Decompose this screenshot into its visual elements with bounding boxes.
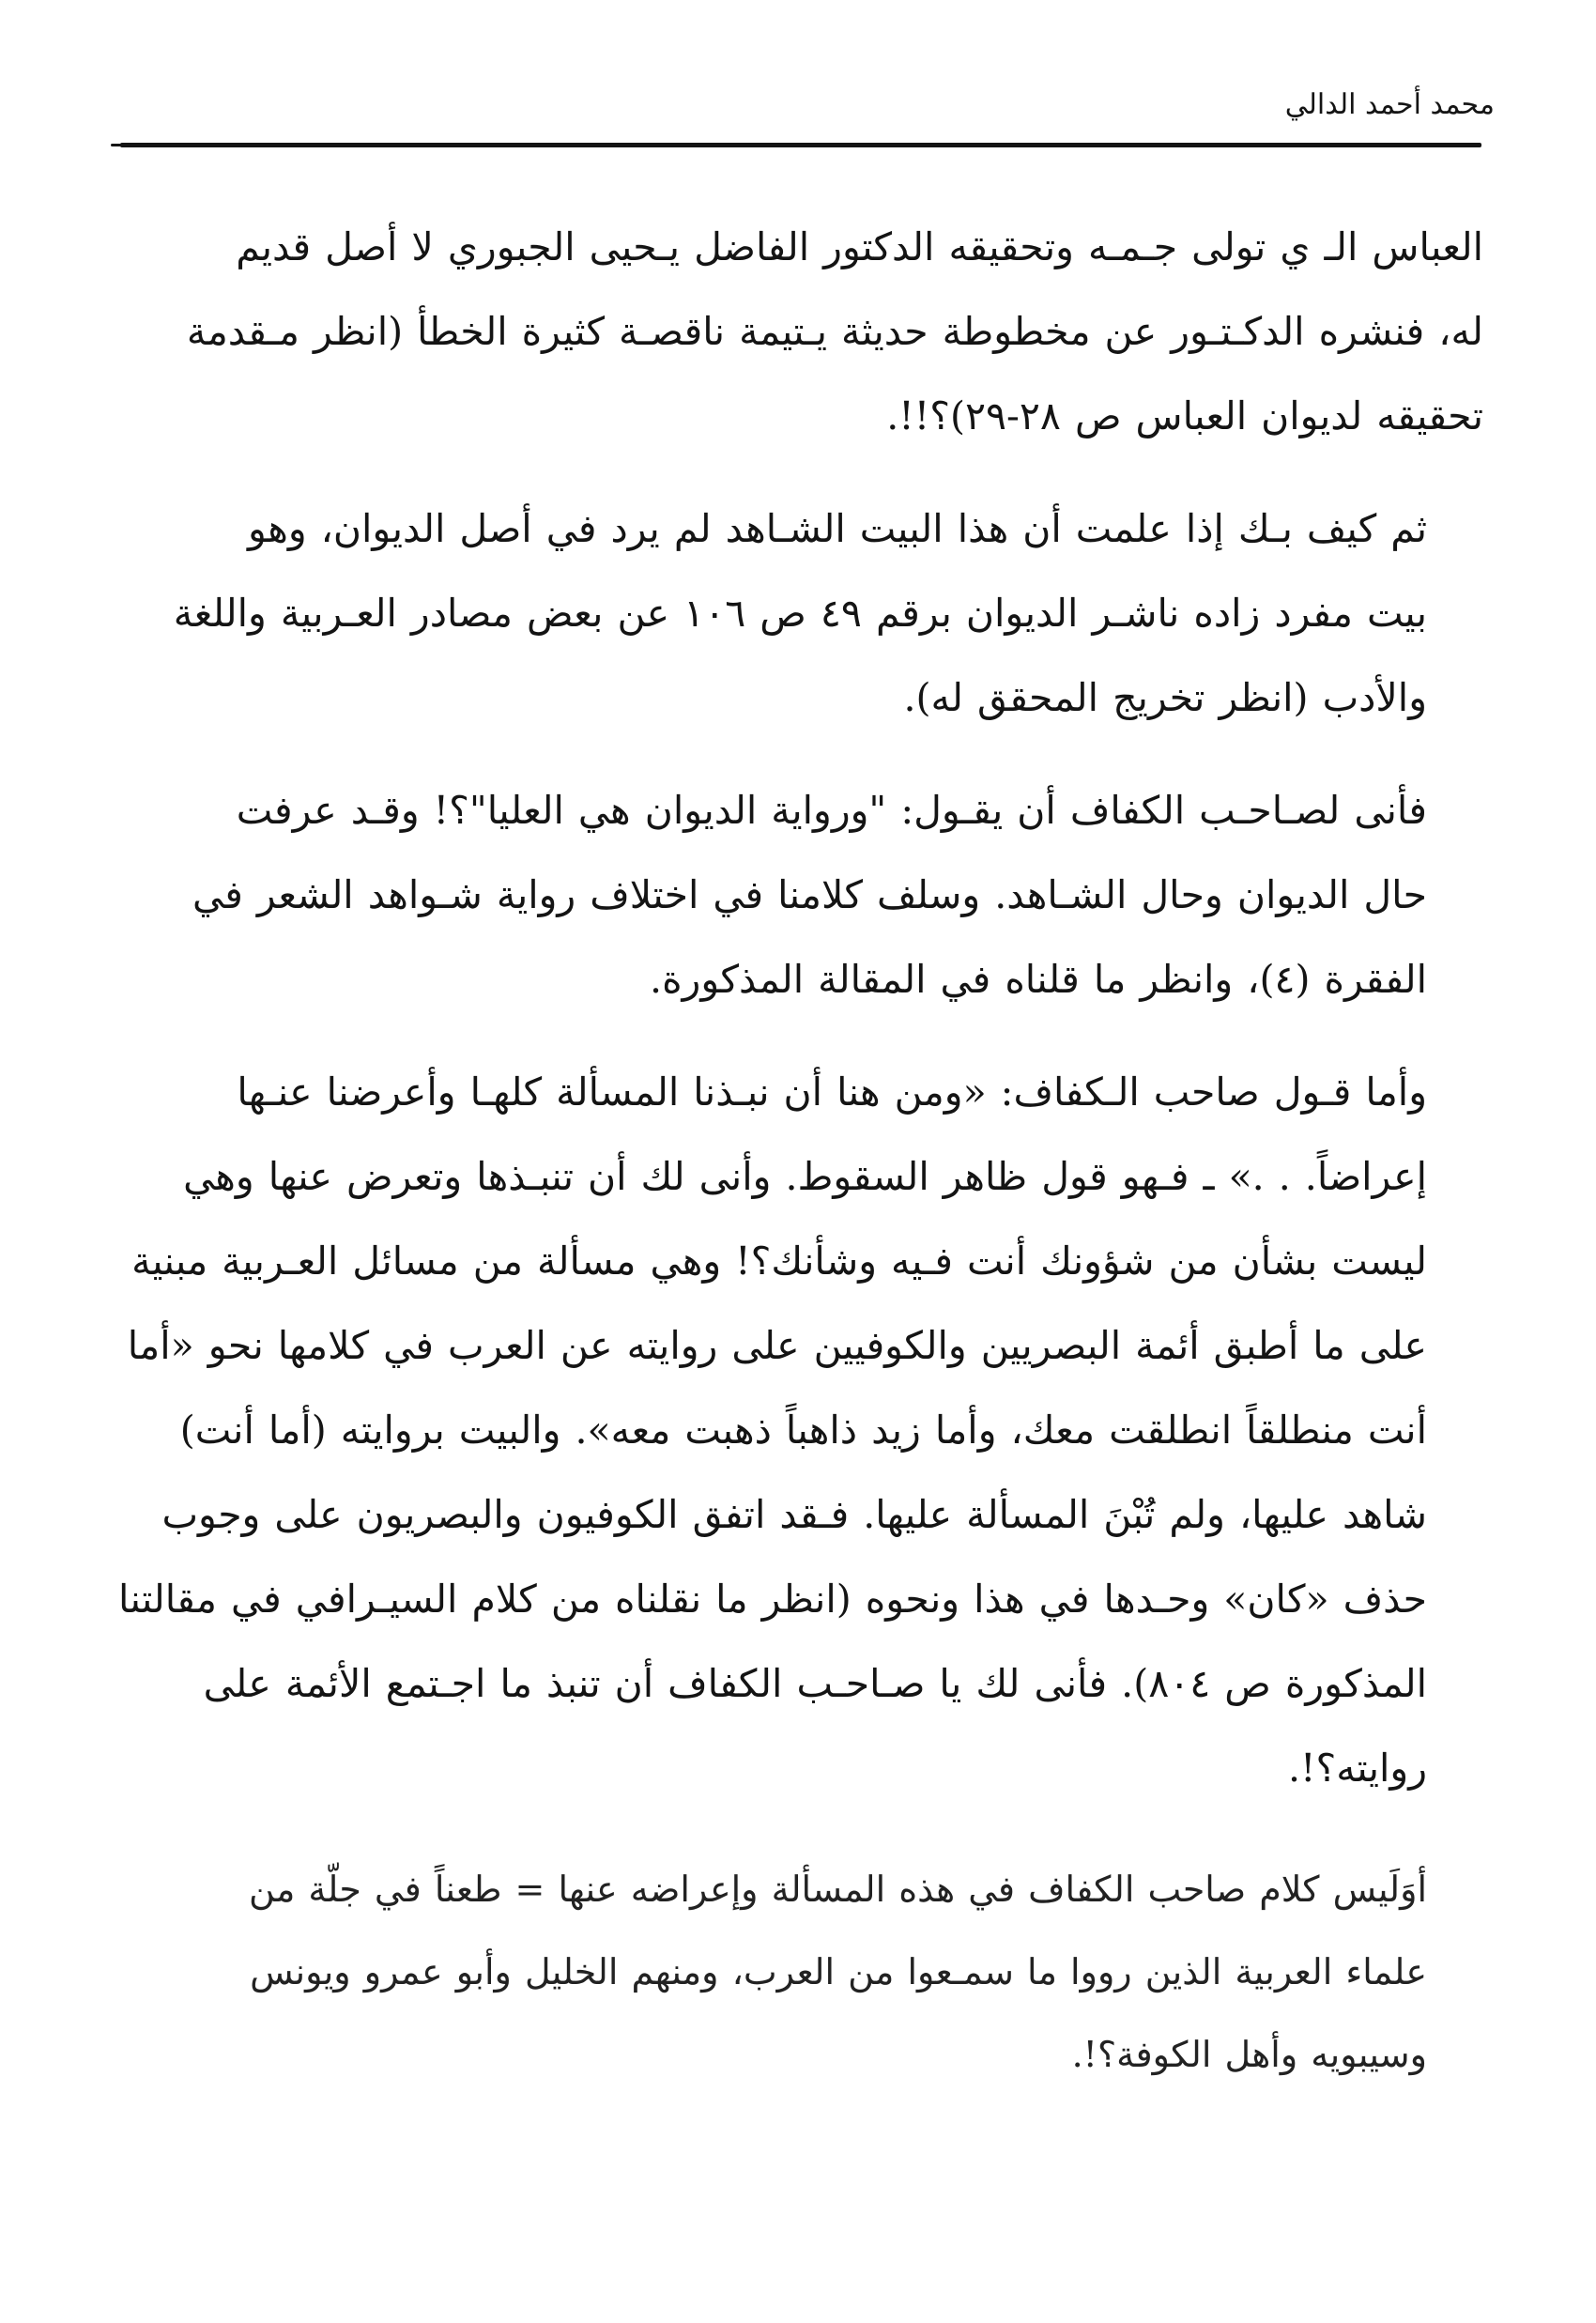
text-line: فأنى لصـاحـب الكفاف أن يقـول: "ورواية الديوان هي العليا"؟! وقـد عرفت bbox=[236, 788, 1427, 833]
text-line: له، فنشره الدكـتـور عن مخطوطة حديثة يـتيمة ناقصـة كثيرة الخطأ (انظر مـقدمة bbox=[186, 309, 1483, 354]
text-line: وسيبويه وأهل الكوفة؟!. bbox=[1071, 2034, 1427, 2075]
text-line: الفقرة (٤)، وانظر ما قلناه في المقالة المذكورة. bbox=[650, 957, 1427, 1002]
paragraph-4 bbox=[105, 1050, 1483, 1810]
body-text bbox=[105, 205, 1483, 2096]
text-line: إعراضاً. . .» ـ فـهو قول ظاهر السقوط. وأنى لك أن تنبـذها وتعرض عنها وهي bbox=[183, 1154, 1427, 1199]
text-line: تحقيقه لديوان العباس ص ٢٨-٢٩)؟!!. bbox=[886, 393, 1483, 438]
text-line: العباس الـ ي تولى جـمـه وتحقيقه الدكتور الفاضل يـحيى الجبوري لا أصل قديم bbox=[236, 224, 1483, 269]
text-line: على ما أطبق أئمة البصريين والكوفيين على روايته عن العرب في كلامها نحو «أما bbox=[127, 1323, 1427, 1368]
running-head-author: محمد أحمد الدالي bbox=[1284, 88, 1495, 121]
text-line: حذف «كان» وحـدها في هذا ونحوه (انظر ما نقلناه من كلام السيـرافي في مقالتنا bbox=[118, 1577, 1427, 1622]
text-line: شاهد عليها، ولم تُبْنَ المسألة عليها. فـقد اتفق الكوفيون والبصريون على وجوب bbox=[161, 1492, 1427, 1537]
text-line: ثم كيف بـك إذا علمت أن هذا البيت الشـاهد لم يرد في أصل الديوان، وهو bbox=[248, 506, 1427, 551]
paragraph-5 bbox=[105, 1848, 1483, 2096]
paragraph-3 bbox=[105, 768, 1483, 1022]
text-line: علماء العربية الذين رووا ما سمـعوا من العرب، ومنهم الخليل وأبو عمرو ويونس bbox=[250, 1951, 1427, 1992]
text-line: حال الديوان وحال الشـاهد. وسلف كلامنا في اختلاف رواية شـواهد الشعر في bbox=[192, 872, 1427, 917]
text-line: أوَلَيس كلام صاحب الكفاف في هذه المسألة وإعراضه عنها = طعناً في جلّة من bbox=[249, 1869, 1427, 1910]
header-rule bbox=[120, 143, 1481, 147]
text-line: وأما قـول صاحب الـكفاف: «ومن هنا أن نبـذنا المسألة كلهـا وأعرضنا عنـها bbox=[237, 1069, 1427, 1115]
text-line: المذكورة ص ٨٠٤). فأنى لك يا صـاحـب الكفاف أن تنبذ ما اجـتمع الأئمة على bbox=[203, 1661, 1427, 1706]
text-line: أنت منطلقاً انطلقت معك، وأما زيد ذاهباً ذهبت معه». والبيت بروايته (أما أنت) bbox=[179, 1408, 1427, 1453]
text-line: ليست بشأن من شؤونك أنت فـيه وشأنك؟! وهي مسألة من مسائل العـربية مبنية bbox=[131, 1238, 1427, 1284]
paragraph-1 bbox=[105, 205, 1483, 458]
text-line: والأدب (انظر تخريج المحقق له). bbox=[903, 675, 1427, 720]
text-line: بيت مفرد زاده ناشـر الديوان برقم ٤٩ ص ١٠٦ عن بعض مصادر العـربية واللغة bbox=[173, 591, 1427, 636]
paragraph-2 bbox=[105, 486, 1483, 740]
text-line: روايته؟!. bbox=[1287, 1746, 1427, 1791]
